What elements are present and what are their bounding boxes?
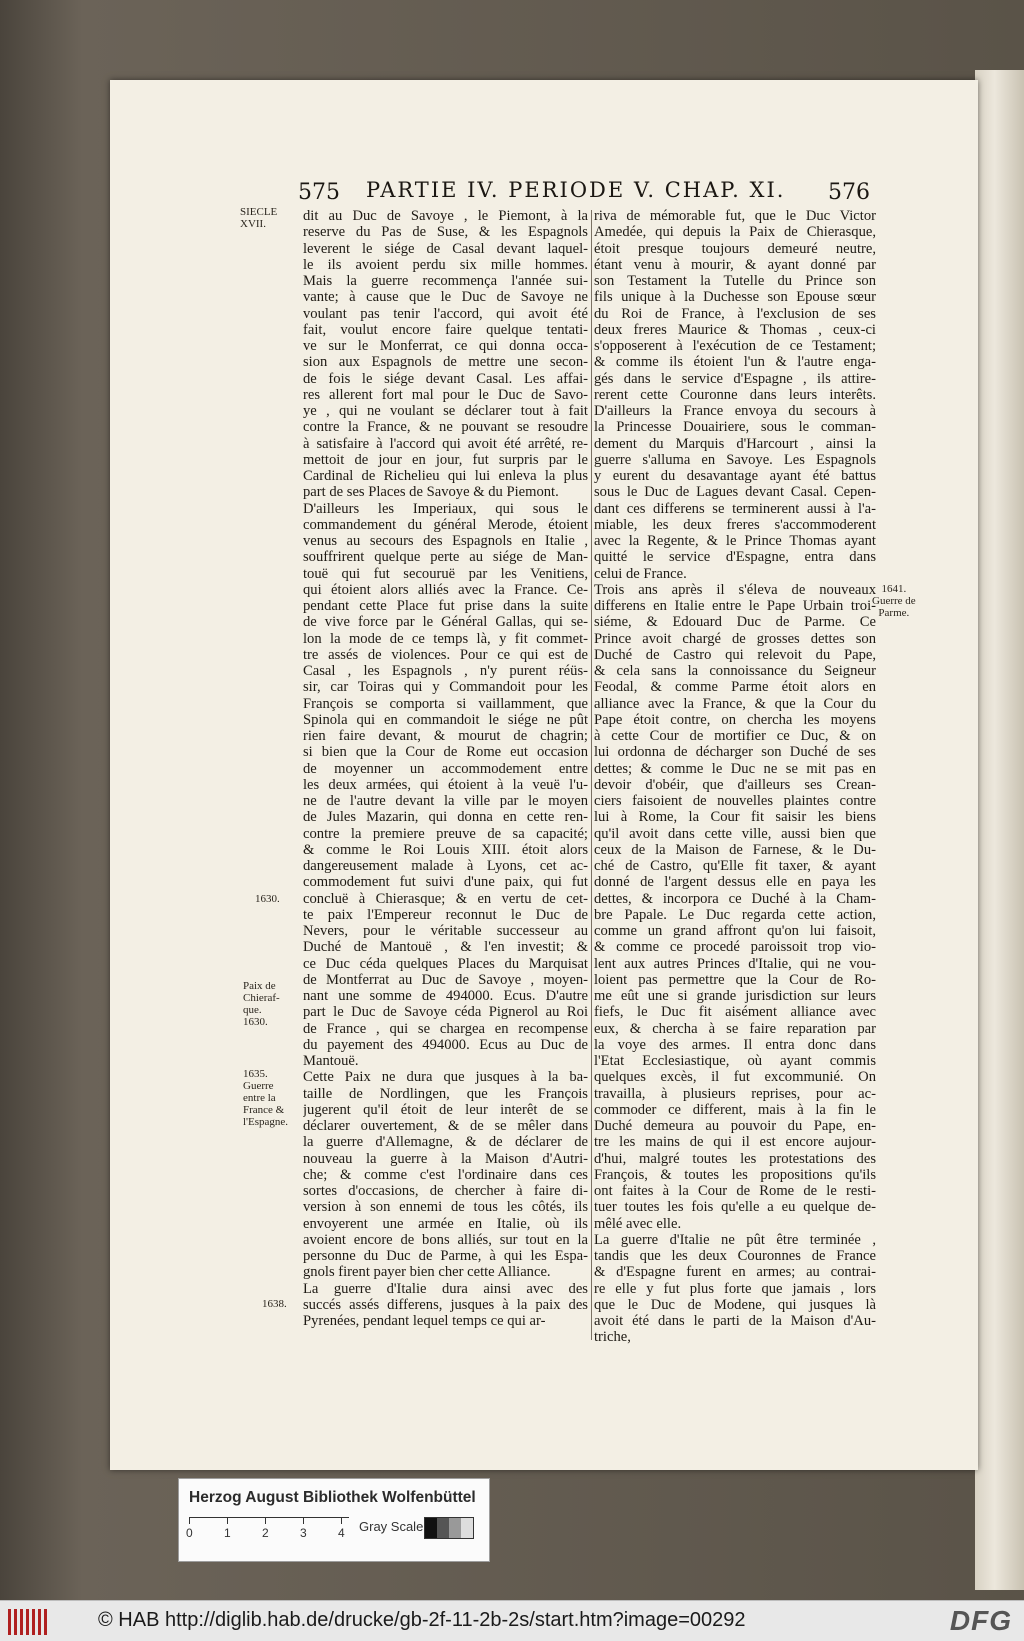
text-line: dangereusement malade à Lyons, cet ac- bbox=[303, 858, 588, 874]
margin-note-1630: 1630. bbox=[255, 893, 280, 905]
page-number-right: 576 bbox=[828, 180, 870, 205]
text-line: contre la France, & ne pouvant se resoudre bbox=[303, 419, 588, 436]
ruler-tick bbox=[341, 1518, 342, 1524]
text-line: dant ces differens se terminerent aussi à l'a- bbox=[594, 500, 876, 517]
text-line: & comme ce procedé paroissoit trop vio- bbox=[594, 939, 876, 956]
text-line: la Princesse Douairiere, sous le comman- bbox=[594, 419, 876, 436]
text-line: Duché de Mantouë , & l'en investit; & bbox=[303, 939, 588, 956]
text-line: François se comporta si vaillamment, que bbox=[303, 695, 588, 712]
text-line: de Montferrat au Duc de Savoye , moyen- bbox=[303, 971, 588, 988]
text-line: gés dans le service d'Espagne , ils attire- bbox=[594, 370, 876, 387]
text-line: avoit été dans le parti de la Maison d'Au- bbox=[594, 1313, 876, 1329]
text-line: bre Papale. Le Duc regarda cette action, bbox=[594, 906, 876, 923]
text-line: rien faire devant, & mourut de chagrin; bbox=[303, 728, 588, 744]
text-line: de vive force par le Général Gallas, qui se- bbox=[303, 614, 588, 631]
text-line: Spinola qui en commandoit le siége ne pût bbox=[303, 711, 588, 728]
text-line: version à son ennemi de tous les côtés, ils bbox=[303, 1199, 588, 1216]
text-line: de fois le siége devant Casal. Les affai- bbox=[303, 370, 588, 387]
text-line: lui ordonna de décharger son Duché de ses bbox=[594, 744, 876, 761]
text-line: vante; à cause que le Duc de Savoye ne bbox=[303, 289, 588, 306]
text-line: guerre s'alluma en Savoye. Les Espagnols bbox=[594, 451, 876, 468]
text-line: Duché de Castro qui relevoit du Pape, bbox=[594, 646, 876, 663]
text-line: Mantouë. bbox=[303, 1053, 359, 1069]
text-line: lui à Rome, la Cour fit saisir les biens bbox=[594, 809, 876, 826]
library-color-card bbox=[178, 1478, 490, 1562]
text-line: dettes; & comme le Duc ne se mit pas en bbox=[594, 760, 876, 777]
text-line: contre la premiere preuve de sa capacité; bbox=[303, 825, 588, 842]
text-line: alliance avec la France, & que la Cour du bbox=[594, 695, 876, 712]
text-line: rerent cette Couronne dans leurs interêts. bbox=[594, 386, 876, 403]
text-line: tre assés de violences. Pour ce qui est de bbox=[303, 646, 588, 663]
text-line: & d'Espagne furent en armes; au contrai- bbox=[594, 1264, 876, 1281]
ruler-tick bbox=[227, 1518, 228, 1524]
text-line: sir, car Toiras qui y Commandoit pour les bbox=[303, 679, 588, 696]
library-name: Herzog August Bibliothek Wolfenbüttel bbox=[189, 1489, 476, 1506]
scale-ruler bbox=[186, 1517, 349, 1540]
text-line: du Roi de France, à l'exclusion de ses bbox=[594, 305, 876, 322]
text-line: fils unique à la Duchesse son Epouse sœur bbox=[594, 289, 876, 306]
text-line: comme un grand affront qu'on lui faisoit, bbox=[594, 923, 876, 939]
text-line: differens en Italie entre le Pape Urbain troi- bbox=[594, 598, 876, 614]
text-line: La guerre d'Italie ne pût être terminée , bbox=[594, 1231, 876, 1248]
status-bar bbox=[0, 1600, 1024, 1641]
text-line: ont faites à la Cour de Rome de le resti- bbox=[594, 1183, 876, 1199]
text-line: & comme ils étoient l'un & l'autre enga- bbox=[594, 354, 876, 371]
text-line: qu'il avoit dans cette ville, aussi bien que bbox=[594, 825, 876, 842]
text-line: travailla, à plusieurs reprises, pour ac- bbox=[594, 1085, 876, 1102]
text-line: part de ses Places de Savoye & du Piemont. bbox=[303, 484, 559, 501]
text-line: touë qui fut secouruë par les Venitiens, bbox=[303, 565, 588, 582]
ruler-label: 1 bbox=[224, 1526, 231, 1540]
ruler-tick bbox=[189, 1518, 190, 1524]
text-line: étant venu à mourir, & ayant donné par bbox=[594, 256, 876, 273]
text-line: nouveau la guerre à la Maison d'Autri- bbox=[303, 1150, 588, 1167]
text-line: Duché demeura au pouvoir du Pape, en- bbox=[594, 1118, 876, 1134]
text-line: che; & comme c'est l'ordinaire dans ces bbox=[303, 1166, 588, 1183]
text-line: Cette Paix ne dura que jusques à la ba- bbox=[303, 1069, 588, 1086]
text-line: quelques excès, il fut excommunié. On bbox=[594, 1069, 876, 1086]
text-line: miable, les deux freres s'accommoderent bbox=[594, 516, 876, 533]
barcode-icon bbox=[8, 1609, 48, 1635]
text-line: te paix l'Empereur reconnut le Duc de bbox=[303, 906, 588, 923]
text-line: triche, bbox=[594, 1329, 631, 1346]
text-line: le ils avoient perdu six mille hommes. bbox=[303, 256, 588, 273]
text-line: Pyrenées, pendant lequel temps ce qui ar- bbox=[303, 1313, 546, 1329]
text-line: à cette Cour de mortifier ce Duc, & on bbox=[594, 728, 876, 744]
text-line: & cela sans la connoissance du Seigneur bbox=[594, 663, 876, 679]
text-line: eux, & chercha à se faire reparation par bbox=[594, 1020, 876, 1037]
ruler-label: 3 bbox=[300, 1526, 307, 1540]
text-line: Casal , les Espagnols , n'y purent réüs- bbox=[303, 663, 588, 679]
text-line: sortes d'occasions, de chercher à faire di- bbox=[303, 1183, 588, 1199]
text-line: la guerre d'Allemagne, & de déclarer de bbox=[303, 1134, 588, 1151]
column-divider bbox=[591, 210, 592, 1340]
text-line: La guerre d'Italie dura ainsi avec des bbox=[303, 1280, 588, 1297]
text-line: D'ailleurs la France envoya du secours à bbox=[594, 403, 876, 419]
text-line: donné de l'argent dessus elle en paya les bbox=[594, 874, 876, 891]
text-line: souffrirent quelque perte au siége de Man- bbox=[303, 549, 588, 566]
text-line: d'hui, malgré toutes les protestations des bbox=[594, 1150, 876, 1167]
text-line: lent aux autres Princes d'Italie, qui ne vou- bbox=[594, 955, 876, 972]
text-line: res allerent fort mal pour le Duc de Savo- bbox=[303, 386, 588, 403]
text-line: Mais la guerre recommença l'année sui- bbox=[303, 273, 588, 289]
text-line: siéme, & Edouard Duc de Parme. Ce bbox=[594, 614, 876, 631]
text-line: Feodal, & comme Parme étoit alors en bbox=[594, 679, 876, 696]
text-line: étoit presque toujours demeuré neutre, bbox=[594, 240, 876, 257]
text-line: fait, voulut encore faire quelque tentati- bbox=[303, 321, 588, 338]
text-line: sous le Duc de Lagues devant Casal. Cepen- bbox=[594, 484, 876, 501]
ruler-label: 4 bbox=[338, 1526, 345, 1540]
adjacent-page-edge bbox=[975, 70, 1024, 1590]
text-line: envoyerent une armée en Italie, où ils bbox=[303, 1215, 588, 1232]
text-line: Nevers, pour le véritable successeur au bbox=[303, 923, 588, 939]
text-line: s'opposerent à l'exécution de ce Testament; bbox=[594, 338, 876, 354]
text-line: tandis que les deux Couronnes de France bbox=[594, 1248, 876, 1264]
text-line: commandement du général Merode, étoient bbox=[303, 516, 588, 533]
text-line: que le Duc de Modene, qui jusques là bbox=[594, 1296, 876, 1313]
gray-scale-label: Gray Scale bbox=[359, 1519, 424, 1534]
text-line: commodement fut suivi d'une paix, qui fut bbox=[303, 874, 588, 891]
text-line: les deux armées, qui étoient à la veuë l'u- bbox=[303, 776, 588, 793]
text-line: Amedée, qui depuis la Paix de Chierasque, bbox=[594, 224, 876, 241]
text-line: à satisfaire à l'accord qui avoit été arrêté, re- bbox=[303, 435, 588, 452]
text-line: l'Etat Ecclesiastique, où ayant commis bbox=[594, 1053, 876, 1069]
text-line: tre les mains de qui il est encore aujour- bbox=[594, 1134, 876, 1151]
text-line: reserve du Pas de Suse, & les Espagnols bbox=[303, 224, 588, 241]
text-line: Pape étoit contre, on chercha les moyens bbox=[594, 711, 876, 728]
header-title: PARTIE IV. PERIODE V. CHAP. XI. bbox=[366, 178, 786, 202]
text-line: déclarer ouvertement, & de se mêler dans bbox=[303, 1118, 588, 1134]
margin-note-1638: 1638. bbox=[262, 1298, 287, 1310]
text-line: son Testament la Tutelle du Prince son bbox=[594, 273, 876, 289]
text-line: deux freres Maurice & Thomas , ceux-ci bbox=[594, 321, 876, 338]
text-column-left bbox=[303, 208, 588, 1329]
text-line: Trois ans après il s'éleva de nouveaux bbox=[594, 581, 876, 598]
source-url[interactable]: © HAB http://diglib.hab.de/drucke/gb-2f-11-2b-2s/start.htm?image=00292 bbox=[98, 1609, 746, 1631]
text-line: dement du Marquis d'Harcourt , ainsi la bbox=[594, 435, 876, 452]
text-line: y eurent du desavantage ayant été battus bbox=[594, 468, 876, 484]
ruler-tick bbox=[303, 1518, 304, 1524]
margin-note-siecle: SIECLE XVII. bbox=[240, 206, 278, 230]
text-line: avoient encore de bons alliés, sur tout en la bbox=[303, 1231, 588, 1248]
gray-scale-swatch bbox=[424, 1517, 474, 1539]
text-line: commoder ce different, mais à la fin le bbox=[594, 1101, 876, 1118]
text-line: dit au Duc de Savoye , le Piemont, à la bbox=[303, 208, 588, 224]
text-line: leverent le siége de Casal devant laquel- bbox=[303, 240, 588, 257]
text-line: gnols firent payer bien cher cette Alliance. bbox=[303, 1264, 551, 1281]
text-line: dettes, & incorpora ce Duché à la Cham- bbox=[594, 890, 876, 907]
text-line: part le Duc de Savoye céda Pignerol au Roi bbox=[303, 1004, 588, 1021]
running-header bbox=[298, 178, 870, 208]
text-line: quitté le service d'Espagne, entra dans bbox=[594, 549, 876, 566]
dfg-logo: DFG bbox=[949, 1605, 1012, 1636]
page-number-left: 575 bbox=[298, 180, 340, 205]
text-line: voulant pas tenir l'accord, qui avoit été bbox=[303, 305, 588, 322]
text-line: celui de France. bbox=[594, 565, 687, 582]
ruler-label: 0 bbox=[186, 1526, 193, 1540]
text-line: nant une somme de 494000. Ecus. D'autre bbox=[303, 988, 588, 1004]
text-line: sion aux Espagnols de mettre une secon- bbox=[303, 354, 588, 371]
text-line: devoir d'obéir, que d'ailleurs ses Crean- bbox=[594, 776, 876, 793]
text-line: loient pas permettre que la Cour de Ro- bbox=[594, 971, 876, 988]
text-line: ché de Castro, qu'Elle fit taxer, & ayant bbox=[594, 858, 876, 874]
text-line: si bien que la Cour de Rome eut occasion bbox=[303, 744, 588, 761]
text-line: ce Duc céda quelques Places du Marquisat bbox=[303, 955, 588, 972]
text-line: D'ailleurs les Imperiaux, qui sous le bbox=[303, 500, 588, 517]
text-line: ciers faisoient de nouvelles plaintes contre bbox=[594, 793, 876, 809]
text-line: venus au secours des Espagnols en Italie , bbox=[303, 533, 588, 549]
text-line: qui étoient alors alliés avec la France. Ce- bbox=[303, 581, 588, 598]
margin-note-paix: Paix de Chieraf- que. 1630. bbox=[243, 980, 280, 1028]
text-line: du payement des 494000. Ecus au Duc de bbox=[303, 1036, 588, 1053]
text-line: re elle y fut plus forte que jamais , lors bbox=[594, 1280, 876, 1297]
text-line: riva de mémorable fut, que le Duc Victor bbox=[594, 208, 876, 224]
text-line: ve sur le Monferrat, ce qui donna occa- bbox=[303, 338, 588, 354]
text-line: succés assés differens, jusques à la paix des bbox=[303, 1296, 588, 1313]
text-line: taille de Nordlingen, que les François bbox=[303, 1085, 588, 1102]
text-column-right bbox=[594, 208, 876, 1346]
text-line: Cardinal de Richelieu qui lui enleva la plus bbox=[303, 468, 588, 484]
text-line: tuer toutes les fois qu'elle a eu quelque de- bbox=[594, 1199, 876, 1216]
text-line: jugerent qu'il étoit de leur interêt de se bbox=[303, 1101, 588, 1118]
text-line: François, & toutes les propositions qu'ils bbox=[594, 1166, 876, 1183]
text-line: mettoit de jour en jour, fut surpris par le bbox=[303, 451, 588, 468]
text-line: de France , qui se chargea en recompense bbox=[303, 1020, 588, 1037]
ruler-label: 2 bbox=[262, 1526, 269, 1540]
text-line: pendant cette Place fut prise dans la suite bbox=[303, 598, 588, 614]
margin-note-1641: 1641. Guerre de Parme. bbox=[872, 583, 916, 619]
text-line: Prince avoit chargé de grosses dettes son bbox=[594, 630, 876, 647]
text-line: de Jules Mazarin, qui donna en cette ren- bbox=[303, 809, 588, 826]
text-line: fiefs, le Duc fit aisément alliance avec bbox=[594, 1004, 876, 1021]
text-line: concluë à Chierasque; & en vertu de cet- bbox=[303, 890, 588, 907]
text-line: & comme le Roi Louis XIII. étoit alors bbox=[303, 841, 588, 858]
text-line: avec la Regente, & le Prince Thomas ayant bbox=[594, 533, 876, 549]
text-line: mêlé avec elle. bbox=[594, 1215, 682, 1232]
text-line: lon la mode de ce temps là, y fit commet- bbox=[303, 630, 588, 647]
margin-note-guerre: 1635. Guerre entre la France & l'Espagne. bbox=[243, 1068, 289, 1128]
text-line: la voye des armes. Il entra donc dans bbox=[594, 1036, 876, 1053]
text-line: ne de l'autre devant la ville par le moyen bbox=[303, 793, 588, 809]
text-line: ye , qui ne voulant se déclarer tout à fait bbox=[303, 403, 588, 419]
text-line: ceux de la Maison de Farnese, & le Du- bbox=[594, 841, 876, 858]
text-line: personne du Duc de Parme, à qui les Espa- bbox=[303, 1248, 588, 1264]
text-line: me eût une si grande jurisdiction sur leurs bbox=[594, 988, 876, 1004]
text-line: de moyenner un accommodement entre bbox=[303, 760, 588, 777]
ruler-tick bbox=[265, 1518, 266, 1524]
